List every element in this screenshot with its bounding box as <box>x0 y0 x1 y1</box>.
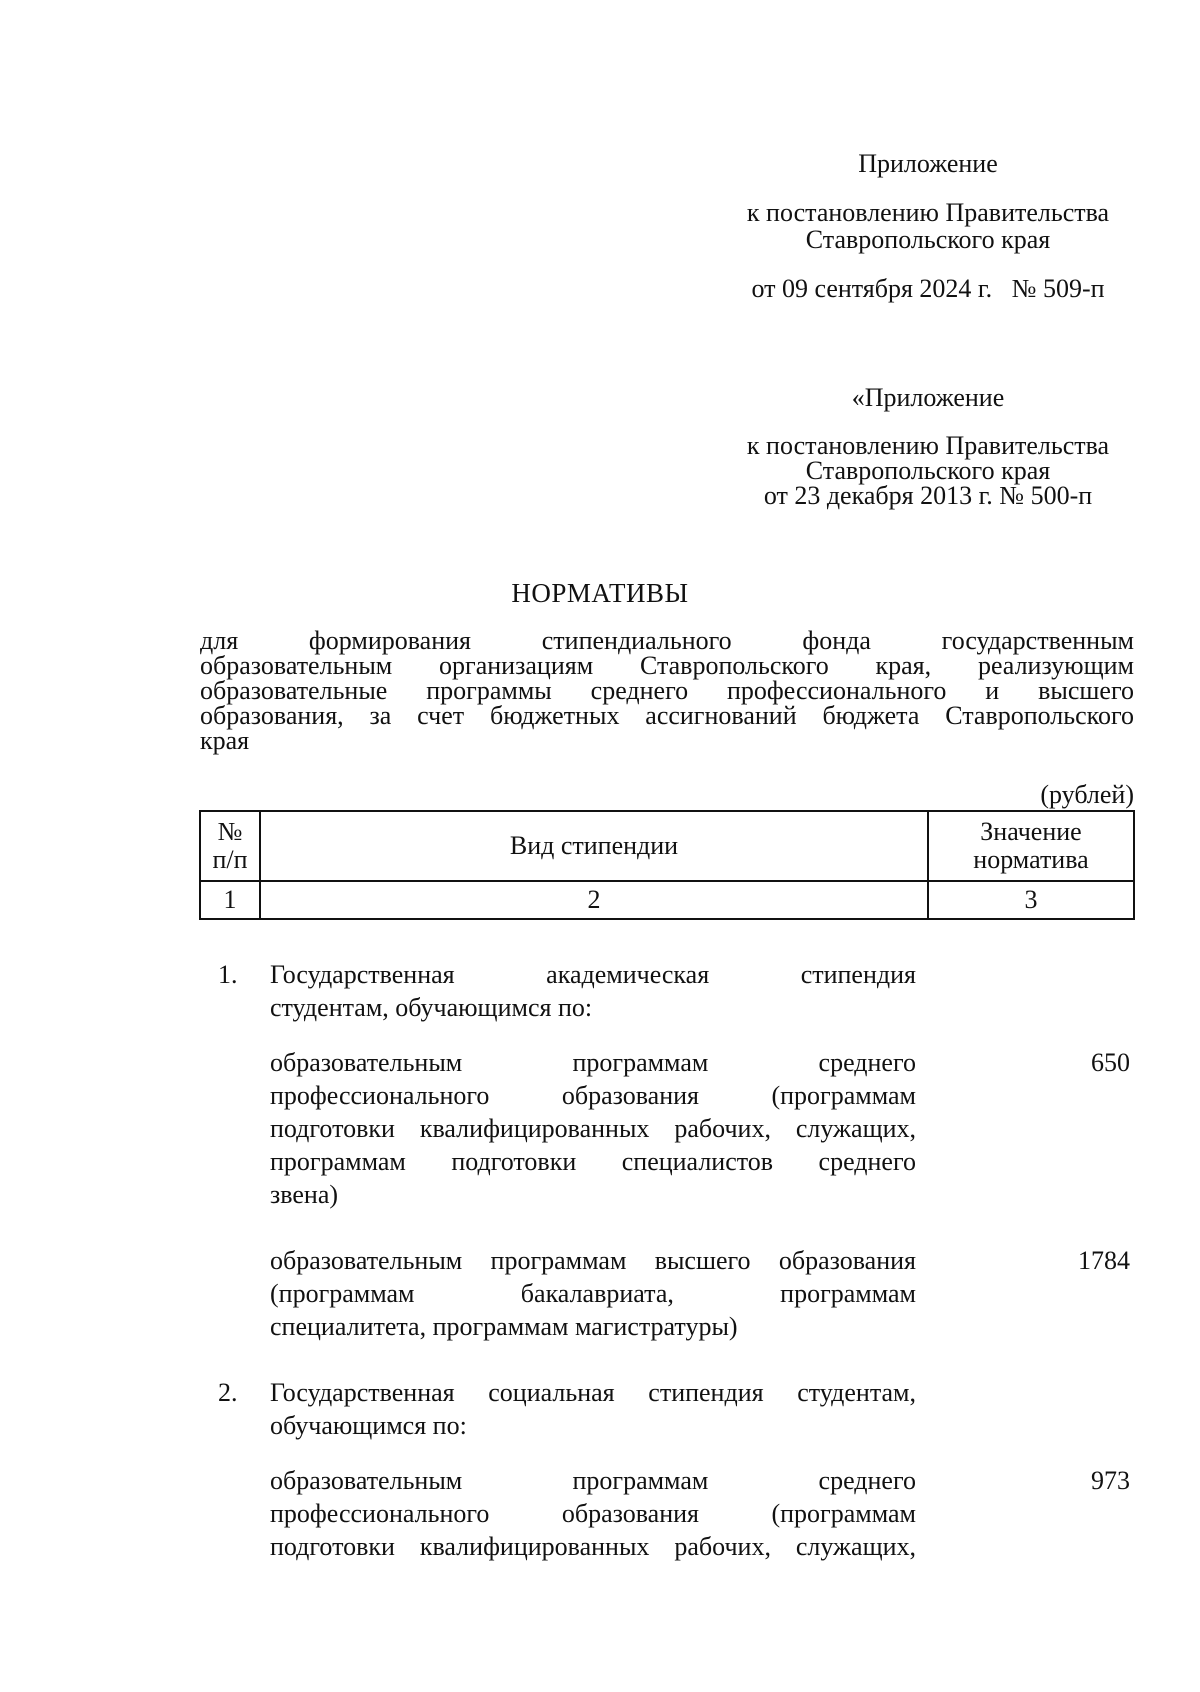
appendix-header <box>728 150 1128 302</box>
decree-date-number: от 09 сентября 2024 г. № 509-п <box>751 274 1105 303</box>
item-line: Государственная академическая стипендия <box>270 960 916 989</box>
col-type-index: 2 <box>260 881 928 919</box>
item-line: специалитета, программам магистратуры) <box>270 1312 738 1341</box>
col-number-header <box>200 811 260 881</box>
norm-value: 650 <box>1091 1048 1130 1077</box>
item-description <box>270 1046 916 1211</box>
item-line: звена) <box>270 1180 339 1209</box>
original-appendix-header <box>728 384 1128 508</box>
subtitle-line: края <box>200 726 250 755</box>
item-line: профессионального образования (программам <box>270 1499 916 1528</box>
norm-value: 1784 <box>1078 1246 1130 1275</box>
item-description <box>270 958 916 1024</box>
appendix-label: Приложение <box>858 149 998 178</box>
subtitle-line: образовательные программы среднего профессионального и высшего <box>200 676 1134 705</box>
item-number: 1. <box>218 960 238 989</box>
item-line: подготовки квалифицированных рабочих, служащих, <box>270 1114 916 1143</box>
original-region-line: Ставропольского края <box>805 456 1051 485</box>
item-line: (программам бакалавриата, программам <box>270 1279 916 1308</box>
item-line: образовательным программам среднего <box>270 1048 916 1077</box>
units-label: (рублей) <box>1040 780 1134 809</box>
item-number: 2. <box>218 1378 238 1407</box>
original-decree-ref-line: к постановлению Правительства <box>746 431 1110 460</box>
item-line: обучающимся по: <box>270 1411 467 1440</box>
col-value-header-line: норматива <box>973 845 1089 874</box>
item-line: Государственная социальная стипендия студентам, <box>270 1378 916 1407</box>
col-value-header <box>928 811 1134 881</box>
col-number-header-line: п/п <box>212 845 248 874</box>
subtitle-line: для формирования стипендиального фонда государственным <box>200 626 1134 655</box>
original-decree-date-number: от 23 декабря 2013 г. № 500-п <box>763 481 1093 510</box>
subtitle-line: образовательным организациям Ставропольского края, реализующим <box>200 651 1134 680</box>
region-line: Ставропольского края <box>805 225 1051 254</box>
subtitle-line: образования, за счет бюджетных ассигнований бюджета Ставропольского <box>200 701 1134 730</box>
item-description <box>270 1464 916 1563</box>
document-title: НОРМАТИВЫ <box>511 578 689 608</box>
item-line: образовательным программам среднего <box>270 1466 916 1495</box>
item-line: программам подготовки специалистов среднего <box>270 1147 916 1176</box>
col-type-header: Вид стипендии <box>260 811 928 881</box>
item-line: профессионального образования (программам <box>270 1081 916 1110</box>
col-value-index: 3 <box>928 881 1134 919</box>
item-line: подготовки квалифицированных рабочих, служащих, <box>270 1532 916 1561</box>
header-table <box>199 810 1135 920</box>
original-appendix-label: «Приложение <box>851 383 1005 412</box>
decree-ref-line: к постановлению Правительства <box>746 198 1110 227</box>
item-line: образовательным программам высшего образования <box>270 1246 916 1275</box>
item-description <box>270 1244 916 1343</box>
col-number-index: 1 <box>200 881 260 919</box>
norm-value: 973 <box>1091 1466 1130 1495</box>
item-description <box>270 1376 916 1442</box>
col-value-header-line: Значение <box>980 817 1082 846</box>
document-subtitle <box>200 628 1134 753</box>
col-number-header-line: № <box>217 817 243 846</box>
item-line: студентам, обучающимся по: <box>270 993 593 1022</box>
